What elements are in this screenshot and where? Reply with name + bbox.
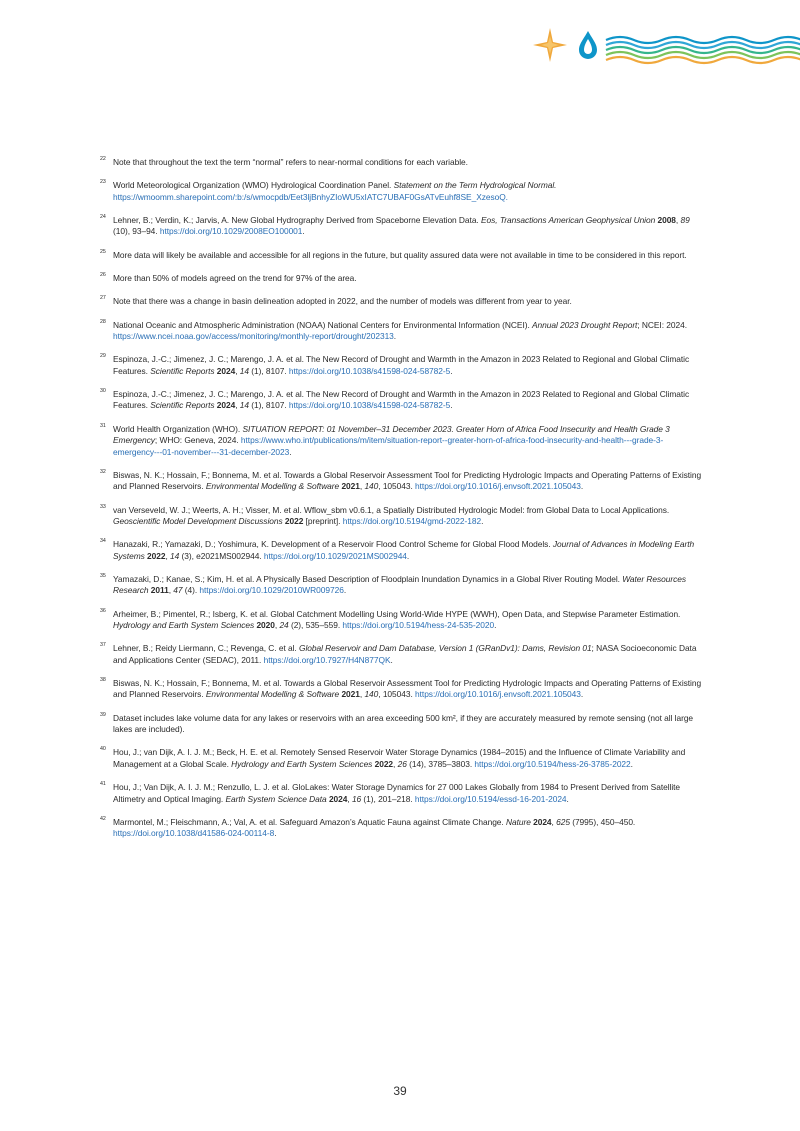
endnote-number: 33 (100, 503, 106, 510)
endnote-text: (7995), 450–450. (569, 816, 636, 827)
endnote-number: 40 (100, 746, 106, 753)
reference-title: 14 (239, 400, 249, 411)
endnote-text: Espinoza, J.-C.; Jimenez, J. C.; Marengo, J. A. et al. The New Record of Drought and Warmth in the Amazon in 2023 Related to Regional and Global Climatic Features. (113, 389, 690, 411)
reference-year: 2022 (374, 758, 394, 769)
reference-title: 89 (680, 215, 690, 225)
reference-year: 2024 (533, 816, 552, 827)
endnote-number: 32 (100, 468, 106, 475)
reference-link[interactable]: https://doi.org/10.5194/essd-16-201-2024 (414, 793, 567, 804)
reference-title: SITUATION REPORT: 01 November–31 December 2023. Greater Horn of Africa Food Insecurity and Health Grade 3 Emergency (113, 423, 670, 446)
reference-title: Geoscientific Model Development Discussions (113, 515, 283, 526)
reference-link[interactable]: https://wmoomm.sharepoint.com/:b:/s/wmocpdb/Eet3ljBnhyZIoWU5xIATC7UBAF0GsATvEuhf8SE_XzesoQ. (113, 191, 508, 202)
endnote-number: 23 (100, 179, 106, 186)
endnote-item (100, 320, 702, 343)
endnote-text: . (450, 400, 453, 411)
endnote-number: 41 (100, 781, 106, 788)
endnote-text: Arheimer, B.; Pimentel, R.; Isberg, K. et al. Global Catchment Modelling Using World-Wide HYPE (WWH), Open Data, and Stepwise Parameter Estimation. (113, 608, 681, 619)
endnote-text: ; WHO: Geneva, 2024. (154, 435, 241, 446)
reference-title: Statement on the Term Hydrological Normal. (393, 180, 557, 191)
endnote-text: Note that there was a change in basin delineation adopted in 2022, and the number of models was different from year to year. (113, 296, 572, 307)
reference-title: 47 (173, 585, 183, 596)
reference-year: 2022 (147, 550, 166, 561)
reference-title: 16 (351, 793, 362, 804)
endnote-text: (4). (182, 585, 200, 596)
reference-title: Environmental Modelling & Software (205, 689, 340, 700)
endnote-text: , (235, 365, 240, 376)
endnote-text: van Verseveld, W. J.; Weerts, A. H.; Visser, M. et al. Wflow_sbm v0.6.1, a Spatially Distributed Hydrologic Model: from Global Data to Local Applications. (113, 504, 670, 515)
reference-title: 14 (239, 365, 249, 376)
reference-link[interactable]: https://www.who.int/publications/m/item/situation-report--greater-horn-of-africa-food-insecurity-and-health---grade-3-emergency---01-november---31-december-2023 (113, 435, 664, 457)
endnote-text: Yamazaki, D.; Kanae, S.; Kim, H. et al. A Physically Based Description of Floodplain Inundation Dynamics in a Global River Routing Model. (113, 573, 623, 584)
endnote-text: . (406, 550, 410, 561)
endnote-item (100, 817, 702, 840)
endnote-text: , (168, 585, 174, 596)
endnote-number: 24 (100, 214, 106, 220)
endnote-text: , 105043. (378, 689, 416, 700)
endnote-text: , (235, 400, 240, 411)
endnote-text: (3), e2021MS002944. (179, 550, 264, 561)
reference-link[interactable]: https://doi.org/10.1029/2021MS002944 (263, 550, 407, 561)
reference-year: 2011 (150, 585, 169, 596)
wmo-decorative-logo (522, 20, 800, 70)
endnote-text: More data will likely be available and accessible for all regions in the future, but quality assured data were not available in time to be considered in this report. (113, 249, 687, 260)
reference-year: 2020 (256, 620, 275, 631)
reference-title: Hydrology and Earth System Sciences (231, 758, 373, 769)
endnote-number: 25 (100, 248, 106, 255)
endnote-number: 26 (100, 272, 106, 278)
reference-link[interactable]: https://doi.org/10.5194/hess-26-3785-2022 (474, 758, 631, 769)
reference-link[interactable]: https://doi.org/10.5194/hess-24-535-2020 (342, 620, 495, 631)
reference-title: Scientific Reports (150, 400, 215, 411)
endnote-item (100, 678, 702, 701)
reference-title: 140 (364, 481, 379, 492)
endnote-item (100, 354, 702, 377)
endnote-text: . (274, 828, 277, 839)
endnote-item (100, 782, 702, 805)
endnote-item (100, 424, 702, 458)
endnote-text: . (343, 585, 347, 596)
reference-year: 2008 (657, 215, 676, 225)
page-number: 39 (393, 1084, 407, 1098)
endnote-number: 38 (100, 677, 106, 684)
endnote-text: Marmontel, M.; Fleischmann, A.; Val, A. et al. Safeguard Amazon’s Aquatic Fauna against Climate Change. (113, 816, 506, 827)
endnote-text: . (450, 365, 453, 376)
endnote-number: 30 (100, 388, 106, 394)
endnote-number: 27 (100, 295, 106, 302)
endnote-text: World Health Organization (WHO). (113, 423, 243, 434)
reference-year: 2022 (284, 515, 304, 526)
reference-title: Environmental Modelling & Software (205, 481, 340, 492)
endnote-text: , (359, 481, 365, 492)
endnote-text: (10), 93–94. (113, 226, 160, 237)
endnote-item (100, 643, 702, 666)
endnote-text: , (393, 758, 398, 769)
reference-title: Eos, Transactions American Geophysical Union (480, 215, 656, 225)
endnote-item (100, 505, 702, 528)
endnote-text: . (390, 654, 393, 665)
endnote-text: . (580, 689, 584, 700)
endnote-text: . (580, 481, 584, 492)
endnote-text: (1), 201–218. (361, 793, 415, 804)
endnote-text: . (566, 793, 569, 804)
endnote-text: , (675, 215, 681, 225)
reference-link[interactable]: https://www.ncei.noaa.gov/access/monitoring/monthly-report/drought/202313 (113, 331, 394, 341)
endnote-text: . (494, 620, 497, 631)
endnotes-list (100, 157, 702, 840)
endnote-number: 34 (100, 538, 106, 545)
endnote-text: , (359, 689, 365, 700)
endnote-text: . (393, 331, 397, 341)
endnote-text: . (630, 758, 633, 769)
endnote-text: Hou, J.; Van Dijk, A. I. J. M.; Renzullo, L. J. et al. GloLakes: Water Storage Dynamics for 27 000 Lakes Globally from 1984 to Present Derived from Satellite Altimetry and Optical Imaging. (113, 782, 681, 804)
endnote-number: 29 (100, 353, 106, 360)
endnote-text: , (347, 793, 352, 804)
endnote-item (100, 713, 702, 736)
reference-title: Scientific Reports (150, 365, 215, 376)
reference-link[interactable]: https://doi.org/10.1016/j.envsoft.2021.105043 (415, 481, 581, 492)
endnote-number: 28 (100, 318, 106, 325)
reference-title: Earth System Science Data (225, 793, 327, 804)
endnote-text: (14), 3785–3803. (406, 758, 475, 769)
reference-link[interactable]: https://doi.org/10.1016/j.envsoft.2021.105043 (415, 689, 581, 700)
endnote-text: National Oceanic and Atmospheric Administration (NOAA) National Centers for Environmental Information (NCEI). (113, 319, 533, 330)
reference-year: 2024 (216, 400, 236, 411)
endnote-text: [preprint]. (303, 515, 343, 526)
water-drop-icon (579, 31, 597, 59)
endnote-text: Espinoza, J.-C.; Jimenez, J. C.; Marengo, J. A. et al. The New Record of Drought and Warmth in the Amazon in 2023 Related to Regional and Global Climatic Features. (113, 354, 690, 376)
endnote-text: Biswas, N. K.; Hossain, F.; Bonnema, M. et al. Towards a Global Reservoir Assessment Tool for Predicting Hydrologic Impacts and Operating Patterns of Existing and Planned Reservoirs. (113, 678, 702, 700)
endnote-number: 35 (100, 572, 106, 579)
reference-title: 24 (279, 620, 289, 631)
reference-title: Annual 2023 Drought Report (532, 319, 638, 330)
endnote-text: (1), 8107. (248, 365, 289, 376)
endnote-text: Hanazaki, R.; Yamazaki, D.; Yoshimura, K. Development of a Reservoir Flood Control Scheme for Global Flood Models. (113, 539, 553, 550)
reference-title: 14 (170, 550, 180, 561)
endnote-text: Biswas, N. K.; Hossain, F.; Bonnema, M. et al. Towards a Global Reservoir Assessment Tool for Predicting Hydrologic Impacts and Operating Patterns of Existing and Planned Reservoirs. (113, 469, 702, 492)
endnote-number: 37 (100, 642, 106, 649)
endnote-item (100, 157, 702, 168)
endnote-item (100, 180, 702, 203)
endnote-number: 22 (100, 156, 106, 162)
endnote-text: . (302, 226, 305, 237)
reference-title: 140 (364, 689, 379, 700)
reference-title: Nature (505, 816, 531, 827)
endnote-text: Dataset includes lake volume data for any lakes or reservoirs with an area exceeding 500 km², if they are accurately measured by remote sensing (not all large lakes are included). (113, 712, 694, 735)
endnote-item (100, 215, 702, 238)
endnote-text: Lehner, B.; Verdin, K.; Jarvis, A. New Global Hydrography Derived from Spaceborne Elevation Data. (113, 215, 481, 225)
endnote-item (100, 389, 702, 412)
reference-year: 2024 (216, 365, 236, 376)
endnote-text: , (551, 816, 557, 827)
endnote-item (100, 609, 702, 632)
endnote-item (100, 747, 702, 770)
endnote-item (100, 296, 702, 307)
endnote-text: , 105043. (378, 481, 416, 492)
reference-link[interactable]: https://doi.org/10.1038/s41598-024-58782-5 (288, 400, 451, 411)
reference-title: 625 (556, 816, 570, 827)
reference-link[interactable]: https://doi.org/10.1029/2008EO100001 (159, 226, 303, 237)
reference-year: 2024 (328, 793, 348, 804)
endnote-text: Note that throughout the text the term “normal” refers to near-normal conditions for each variable. (113, 157, 468, 167)
sun-star-icon (533, 28, 567, 62)
reference-title: Journal of Advances in Modeling Earth Systems (113, 539, 695, 561)
endnote-item (100, 470, 702, 493)
endnote-item (100, 273, 702, 284)
endnote-item (100, 574, 702, 597)
reference-title: Global Reservoir and Dam Database, Version 1 (GRanDv1): Dams, Revision 01 (299, 643, 592, 654)
endnote-text: . (289, 446, 292, 457)
endnote-number: 39 (100, 711, 106, 718)
endnote-text: ; NASA Socioeconomic Data and Applications Center (SEDAC), 2011. (113, 643, 697, 665)
endnote-text: Lehner, B.; Reidy Liermann, C.; Revenga, C. et al. (113, 643, 299, 654)
reference-title: 26 (397, 758, 407, 769)
reference-year: 2021 (341, 481, 360, 492)
endnote-number: 31 (100, 422, 106, 429)
reference-link[interactable]: https://doi.org/10.1038/d41586-024-00114-8 (113, 828, 275, 839)
endnote-text: (1), 8107. (248, 400, 289, 411)
endnote-text: Hou, J.; van Dijk, A. I. J. M.; Beck, H. E. et al. Remotely Sensed Reservoir Water Storage Dynamics (1984–2015) and the Influence of Climate Variability and Management at a Global Scale. (113, 747, 686, 769)
reference-year: 2021 (341, 689, 360, 700)
endnote-text: World Meteorological Organization (WMO) Hydrological Coordination Panel. (113, 180, 394, 191)
endnote-text: . (481, 515, 484, 526)
reference-link[interactable]: https://doi.org/10.5194/gmd-2022-182 (342, 515, 482, 526)
endnote-text: , (165, 550, 171, 561)
reference-link[interactable]: https://doi.org/10.1038/s41598-024-58782-5 (288, 365, 451, 376)
water-waves-icon (606, 37, 800, 63)
endnote-item (100, 250, 702, 261)
reference-title: Water Resources Research (113, 573, 686, 596)
endnote-text: (2), 535–559. (288, 620, 343, 631)
reference-title: Hydrology and Earth System Sciences (113, 620, 255, 631)
endnote-item (100, 539, 702, 562)
endnote-text: , (274, 620, 280, 631)
endnote-text: More than 50% of models agreed on the trend for 97% of the area. (113, 273, 357, 283)
endnote-number: 36 (100, 607, 106, 614)
endnote-number: 42 (100, 815, 106, 822)
endnote-text: ; NCEI: 2024. (637, 319, 687, 330)
reference-link[interactable]: https://doi.org/10.7927/H4N877QK (263, 654, 391, 665)
reference-link[interactable]: https://doi.org/10.1029/2010WR009726 (199, 585, 344, 596)
